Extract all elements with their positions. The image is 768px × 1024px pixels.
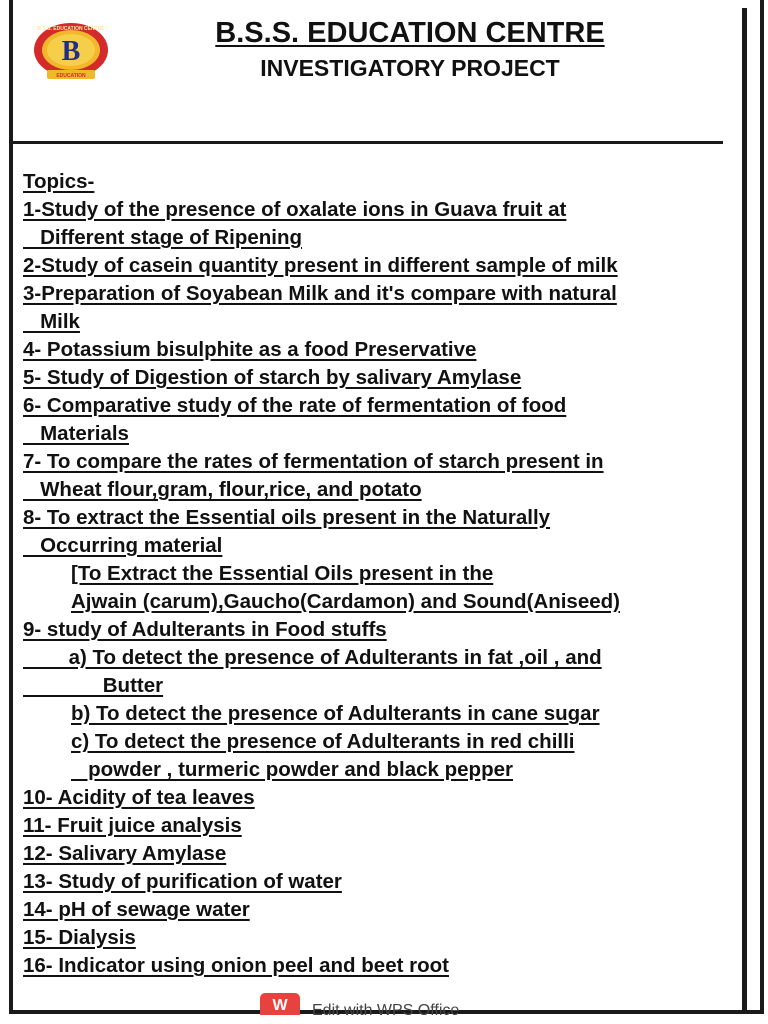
topic-line: 13- Study of purification of water: [23, 870, 342, 893]
right-outer-border: [760, 0, 764, 1012]
page-subtitle: INVESTIGATORY PROJECT: [260, 55, 560, 81]
topic-line: b) To detect the presence of Adulterants in cane sugar: [71, 702, 600, 725]
school-logo: [33, 22, 109, 82]
wps-office-icon: W: [260, 993, 300, 1015]
topic-line: Different stage of Ripening: [23, 226, 303, 249]
topic-line: Occurring material: [23, 534, 223, 557]
topic-line: 2-Study of casein quantity present in different sample of milk: [23, 254, 618, 277]
topic-line: c) To detect the presence of Adulterants in red chilli: [71, 730, 575, 753]
topic-line: 12- Salivary Amylase: [23, 842, 227, 865]
topic-line: 3-Preparation of Soyabean Milk and it's compare with natural: [23, 282, 617, 305]
topic-line: Materials: [23, 422, 129, 445]
logo-ring-text: B.S.S. EDUCATION CENTRE: [37, 26, 105, 32]
topic-line: 10- Acidity of tea leaves: [23, 786, 255, 809]
topic-line: Ajwain (carum),Gaucho(Cardamon) and Sound(Aniseed): [71, 590, 620, 613]
right-border: [742, 8, 747, 1012]
topic-line: Wheat flour,gram, flour,rice, and potato: [23, 478, 422, 501]
topic-line: 6- Comparative study of the rate of fermentation of food: [23, 394, 567, 417]
topic-line: 9- study of Adulterants in Food stuffs: [23, 618, 387, 641]
topic-line: Butter: [23, 674, 164, 697]
topic-line: a) To detect the presence of Adulterants in fat ,oil , and: [23, 646, 602, 669]
wps-edit-badge[interactable]: [258, 993, 518, 1015]
page-title: B.S.S. EDUCATION CENTRE: [215, 17, 605, 49]
topic-line: 5- Study of Digestion of starch by salivary Amylase: [23, 366, 522, 389]
topic-line: powder , turmeric powder and black pepper: [71, 758, 513, 781]
header-divider: [12, 141, 723, 144]
logo-letter: B: [61, 36, 81, 67]
topic-line: 16- Indicator using onion peel and beet root: [23, 954, 449, 977]
topic-line: 14- pH of sewage water: [23, 898, 250, 921]
topic-line: Milk: [23, 310, 80, 333]
logo-ribbon-text: EDUCATION: [56, 73, 86, 79]
left-border: [9, 0, 13, 1012]
topic-line: 15- Dialysis: [23, 926, 136, 949]
topic-line: 8- To extract the Essential oils present in the Naturally: [23, 506, 551, 529]
topic-line: 7- To compare the rates of fermentation of starch present in: [23, 450, 604, 473]
topic-line: 4- Potassium bisulphite as a food Preservative: [23, 338, 477, 361]
topics-heading: Topics-: [23, 170, 95, 193]
topic-line: 11- Fruit juice analysis: [23, 814, 242, 837]
topic-line: 1-Study of the presence of oxalate ions in Guava fruit at: [23, 198, 567, 221]
topic-line: [To Extract the Essential Oils present in the: [71, 562, 494, 585]
wps-edit-label: Edit with WPS Office: [312, 1002, 460, 1015]
